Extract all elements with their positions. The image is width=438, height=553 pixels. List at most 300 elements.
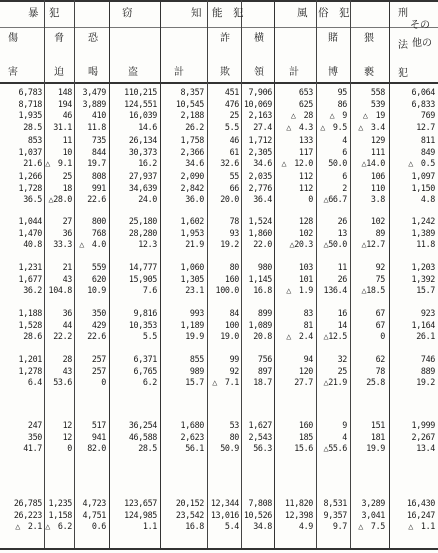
table-cell: 889 xyxy=(420,365,435,376)
table-cell: 1,188 xyxy=(18,308,42,318)
table-cell: 53 xyxy=(229,420,239,430)
table-cell: 13.4 xyxy=(416,443,435,453)
table-cell: 6,783 xyxy=(18,87,42,97)
table-cell: 980 xyxy=(257,262,272,272)
table-cell: 12 xyxy=(62,431,72,442)
table-cell: 124,985 xyxy=(124,509,157,520)
table-cell: 1,712 xyxy=(248,135,272,145)
subheader-intimidation: 脅 迫 xyxy=(54,33,64,78)
table-cell: 1,089 xyxy=(248,319,272,330)
table-cell: 104.8 xyxy=(48,285,72,295)
table-cell: 21.6 xyxy=(23,158,42,168)
table-cell: 1.1 xyxy=(142,521,157,531)
table-cell: 6.4 xyxy=(27,377,42,387)
table-cell: 10,069 xyxy=(243,98,272,109)
table-cell: 19.0 xyxy=(220,331,239,341)
table-cell: 26.1 xyxy=(416,331,435,341)
table-cell: △ 6.2 xyxy=(45,521,72,531)
table-cell: 112 xyxy=(298,171,313,181)
table-cell: 558 xyxy=(370,87,385,97)
table-cell: 67 xyxy=(375,319,385,330)
table-cell: 1,728 xyxy=(18,182,42,193)
table-cell: 2,163 xyxy=(248,110,272,120)
table-cell: 78 xyxy=(229,216,239,226)
table-cell: 11 xyxy=(337,262,347,272)
table-cell: △28.0 xyxy=(48,194,72,204)
table-cell: 28.6 xyxy=(23,331,42,341)
table-cell: 16.8 xyxy=(253,285,272,295)
table-cell: 1,158 xyxy=(48,509,72,520)
table-cell: 106 xyxy=(370,171,385,181)
table-cell: 4.9 xyxy=(298,521,313,531)
table-cell: 1,470 xyxy=(18,227,42,238)
table-cell: △50.0 xyxy=(323,239,347,249)
table-cell: 50.9 xyxy=(220,443,239,453)
table-cell: 3,479 xyxy=(82,87,106,97)
table-cell: 43 xyxy=(62,273,72,284)
table-cell: 2,267 xyxy=(411,431,435,442)
table-cell: 991 xyxy=(91,182,106,193)
table-cell: △ 2.4 xyxy=(286,331,313,341)
table-cell: 6,064 xyxy=(411,87,435,97)
table-cell: 11.8 xyxy=(87,121,106,132)
table-cell: 5.5 xyxy=(224,121,239,132)
table-cell: 36.0 xyxy=(185,194,204,204)
table-cell: 81 xyxy=(303,319,313,330)
table-cell: 756 xyxy=(257,354,272,364)
table-cell: 16,247 xyxy=(406,509,435,520)
table-cell: 128 xyxy=(298,216,313,226)
table-cell: 66 xyxy=(229,182,239,193)
subheader-embezzlement: 横 領 xyxy=(254,33,264,78)
table-cell: 93 xyxy=(229,227,239,238)
table-cell: 0 xyxy=(308,194,313,204)
table-cell: 21 xyxy=(62,262,72,272)
table-cell: 95 xyxy=(337,87,347,97)
table-cell: 92 xyxy=(229,365,239,376)
table-cell: 15.7 xyxy=(416,285,435,295)
table-cell: 4 xyxy=(342,431,347,442)
table-cell: 82.0 xyxy=(87,443,106,453)
top-rule xyxy=(0,0,438,2)
table-cell: 181 xyxy=(370,431,385,442)
table-cell: 12.3 xyxy=(138,239,157,249)
table-cell: 102 xyxy=(370,216,385,226)
table-cell: 25.8 xyxy=(366,377,385,387)
table-cell: 19.2 xyxy=(220,239,239,249)
table-cell: 1,305 xyxy=(180,273,204,284)
table-cell: 808 xyxy=(91,171,106,181)
table-cell: 1,602 xyxy=(180,216,204,226)
table-cell: 897 xyxy=(257,365,272,376)
table-cell: 124,551 xyxy=(124,98,157,109)
table-cell: △ 7.1 xyxy=(212,377,239,387)
table-cell: 3,289 xyxy=(361,498,385,508)
table-cell: △55.6 xyxy=(323,443,347,453)
table-cell: 10.9 xyxy=(87,285,106,295)
table-cell: 103 xyxy=(298,262,313,272)
table-cell: 5.5 xyxy=(142,331,157,341)
table-cell: 476 xyxy=(224,98,239,109)
table-cell: 75 xyxy=(375,273,385,284)
table-cell: 22.6 xyxy=(87,331,106,341)
table-cell: 1,677 xyxy=(18,273,42,284)
table-cell: 2,366 xyxy=(180,146,204,157)
table-cell: △12.5 xyxy=(323,331,347,341)
table-cell: 22.6 xyxy=(87,194,106,204)
header-theft: 窃 xyxy=(122,7,133,19)
table-cell: 11,820 xyxy=(284,498,313,508)
table-cell: △ 9.1 xyxy=(45,158,72,168)
table-cell: 15.6 xyxy=(294,443,313,453)
table-cell: 620 xyxy=(91,273,106,284)
table-cell: 16 xyxy=(337,308,347,318)
table-cell: 22.0 xyxy=(253,239,272,249)
table-cell: 1,278 xyxy=(18,365,42,376)
table-cell: 36.2 xyxy=(23,285,42,295)
table-cell: 110,215 xyxy=(124,87,157,97)
subheader-injury: 傷 害 xyxy=(8,33,18,78)
table-cell: 13,016 xyxy=(210,509,239,520)
table-cell: 0 xyxy=(101,377,106,387)
table-cell: 10,526 xyxy=(243,509,272,520)
table-cell: △ 1.9 xyxy=(286,285,313,295)
table-cell: 769 xyxy=(420,110,435,120)
table-cell: 12.7 xyxy=(416,121,435,132)
header-intellect: 知 能 犯 xyxy=(191,7,244,19)
table-cell: 350 xyxy=(91,308,106,318)
table-cell: 20.8 xyxy=(253,331,272,341)
table-cell: 83 xyxy=(303,308,313,318)
table-cell: 129 xyxy=(370,135,385,145)
table-cell: 28.5 xyxy=(138,443,157,453)
table-cell: 28 xyxy=(62,354,72,364)
table-cell: 50.0 xyxy=(328,158,347,168)
bottom-rule xyxy=(0,548,438,550)
table-cell: 10 xyxy=(62,146,72,157)
subheader-gambling: 賭 博 xyxy=(328,33,338,78)
table-cell: 559 xyxy=(91,262,106,272)
table-cell: 36,254 xyxy=(128,420,157,430)
table-cell: 21.9 xyxy=(185,239,204,249)
table-cell: △ 2.1 xyxy=(15,521,42,531)
subheader-obscenity: 猥 褻 xyxy=(364,33,374,78)
table-cell: 3,889 xyxy=(82,98,106,109)
table-cell: 257 xyxy=(91,354,106,364)
table-cell: 350 xyxy=(27,431,42,442)
table-cell: 7,808 xyxy=(248,498,272,508)
table-cell: 6,765 xyxy=(133,365,157,376)
table-cell: △ 12.0 xyxy=(281,158,313,168)
table-cell: 1,860 xyxy=(248,227,272,238)
table-cell: 653 xyxy=(298,87,313,97)
table-cell: 2,776 xyxy=(248,182,272,193)
header-violence: 暴 犯 xyxy=(28,7,60,19)
table-cell: 19.2 xyxy=(416,377,435,387)
table-cell: 26,223 xyxy=(13,509,42,520)
table-cell: 735 xyxy=(91,135,106,145)
table-cell: 123,657 xyxy=(124,498,157,508)
table-cell: 1,389 xyxy=(411,227,435,238)
table-cell: △ 9.5 xyxy=(320,121,347,132)
table-cell: 451 xyxy=(224,87,239,97)
header-morals: 風 俗 犯 xyxy=(297,7,350,19)
table-cell: 14,777 xyxy=(128,262,157,272)
table-cell: 899 xyxy=(257,308,272,318)
table-cell: 36.5 xyxy=(23,194,42,204)
table-cell: △ 7.5 xyxy=(358,521,385,531)
table-cell: 16,039 xyxy=(128,110,157,120)
table-cell: 31.1 xyxy=(53,121,72,132)
table-cell: △18.5 xyxy=(361,285,385,295)
table-cell: 539 xyxy=(370,98,385,109)
table-cell: 99 xyxy=(229,354,239,364)
table-cell: 89 xyxy=(375,227,385,238)
table-cell: 11 xyxy=(62,135,72,145)
table-cell: 67 xyxy=(375,308,385,318)
table-cell: 12,344 xyxy=(210,498,239,508)
table-cell: 7,906 xyxy=(248,87,272,97)
table-cell: 1,060 xyxy=(180,262,204,272)
table-cell: 44 xyxy=(62,319,72,330)
table-cell: 4.8 xyxy=(420,194,435,204)
table-cell: 18.7 xyxy=(253,377,272,387)
table-cell: 27,937 xyxy=(128,171,157,181)
table-cell: △ 4.3 xyxy=(286,121,313,132)
table-cell: 53.6 xyxy=(53,377,72,387)
table-cell: 6 xyxy=(342,146,347,157)
table-cell: 55 xyxy=(229,171,239,181)
table-cell: 36 xyxy=(62,227,72,238)
table-cell: 1,953 xyxy=(180,227,204,238)
table-cell: 26.2 xyxy=(185,121,204,132)
table-cell: 1,150 xyxy=(411,182,435,193)
table-cell: 844 xyxy=(91,146,106,157)
table-cell: 1,203 xyxy=(411,262,435,272)
table-cell: 12 xyxy=(62,420,72,430)
table-cell: △ 1.1 xyxy=(408,521,435,531)
table-cell: 517 xyxy=(91,420,106,430)
table-cell: 56.1 xyxy=(185,443,204,453)
table-cell: 2,090 xyxy=(180,171,204,181)
table-cell: 40.8 xyxy=(23,239,42,249)
table-cell: 1,189 xyxy=(180,319,204,330)
table-cell: 23,542 xyxy=(175,509,204,520)
table-cell: 9.7 xyxy=(332,521,347,531)
table-cell: 111 xyxy=(370,146,385,157)
table-cell: 1,627 xyxy=(248,420,272,430)
header-sub-rule xyxy=(0,27,438,28)
table-cell: 923 xyxy=(420,308,435,318)
table-cell: 853 xyxy=(27,135,42,145)
table-cell: 112 xyxy=(298,182,313,193)
table-cell: 100.0 xyxy=(215,285,239,295)
table-cell: 78 xyxy=(375,365,385,376)
table-cell: △21.9 xyxy=(323,377,347,387)
table-cell: 160 xyxy=(224,273,239,284)
table-cell: 25 xyxy=(337,365,347,376)
table-cell: △ 28 xyxy=(290,110,313,120)
table-cell: 0.6 xyxy=(91,521,106,531)
table-cell: 94 xyxy=(303,354,313,364)
table-cell: 10,353 xyxy=(128,319,157,330)
table-cell: 2,842 xyxy=(180,182,204,193)
table-cell: 1,201 xyxy=(18,354,42,364)
table-cell: 1,680 xyxy=(180,420,204,430)
table-cell: 746 xyxy=(420,354,435,364)
table-cell: 36 xyxy=(62,308,72,318)
statistics-table-scan: 暴 犯 窃 知 能 犯 風 俗 犯 刑 その 他の 法 犯 傷 害 脅 迫 恐 喝 盗 計 詐 欺 横 領 計 賭 博 猥 褻 6,783 148 3,479 110,215 8,357 451 7,906 653 95 558 6,064 8,718 194 3,889 124,551 10,545 476 10,069 625 86 539 6,833 1,935 46 410 16,039 2,188 25 2,163 △ 28 △ 9 △ 19 769 28.5 31.1 11.8 14.6 26.2 5.5 27.4 △ 4.3 △ 9.5 △ 3.4 12.7 853 11 735 26,134 1,758 46 1,712 133 4 129 811 1,037 10 844 30,373 2,366 61 2,305 117 6 111 849 21.6 △ 9.1 19.7 16.2 34.6 32.6 34.6 △ 12.0 50.0 △14.0 △ 0.5 1,266 25 808 27,937 2,090 55 2,035 112 6 106 1,097 1,728 18 991 34,639 2,842 66 2,776 112 2 110 1,150 36.5 △28.0 22.6 24.0 36.0 20.0 36.4 0 △66.7 3.8 4.8 1,044 27 800 25,180 1,602 78 1,524 128 26 102 1,242 1,470 36 768 28,280 1,953 93 1,860 102 13 89 1,389 40.8 33.3 △ 4.0 12.3 21.9 19.2 22.0 △20.3 △50.0 △12.7 11.8 1,231 21 559 14,777 1,060 80 980 103 11 92 1,203 1,677 43 620 15,905 1,305 160 1,145 101 26 75 1,392 36.2 104.8 10.9 7.6 23.1 100.0 16.8 △ 1.9 136.4 △18.5 15.7 1,188 36 350 9,816 993 84 899 83 16 67 923 1,528 44 429 10,353 1,189 100 1,089 81 14 67 1,164 28.6 22.2 22.6 5.5 19.9 19.0 20.8 △ 2.4 △12.5 0 26.1 1,201 28 257 6,371 855 99 756 94 32 62 746 1,278 43 257 6,765 989 92 897 120 25 78 889 6.4 53.6 0 6.2 15.7 △ 7.1 18.7 27.7 △21.9 25.8 19.2 247 12 517 36,254 1,680 53 1,627 160 9 151 1,999 350 12 941 46,588 2,623 80 2,543 185 4 181 2,267 41.7 0 82.0 28.5 56.1 50.9 56.3 15.6 △55.6 19.9 13.4 26,785 1,235 4,723 123,657 20,152 12,344 7,808 11,820 8,531 3,289 16,430 26,223 1,158 4,751 124,985 23,542 13,016 10,526 12,398 9,357 3,041 16,247 △ 2.1 △ 6.2 0.6 1.1 16.8 5.4 34.8 4.9 9.7 △ 7.5 △ 1.1 xyxy=(0,0,438,553)
table-cell: 768 xyxy=(91,227,106,238)
table-cell: 3,041 xyxy=(361,509,385,520)
table-cell: 3.8 xyxy=(370,194,385,204)
table-cell: △ 4.0 xyxy=(79,239,106,249)
table-cell: 2,305 xyxy=(248,146,272,157)
table-cell: 19.9 xyxy=(185,331,204,341)
table-cell: 46,588 xyxy=(128,431,157,442)
table-cell: 185 xyxy=(298,431,313,442)
table-cell: 92 xyxy=(375,262,385,272)
table-cell: 80 xyxy=(229,431,239,442)
table-cell: 33.3 xyxy=(53,239,72,249)
table-cell: 148 xyxy=(57,87,72,97)
table-cell: 28.5 xyxy=(23,121,42,132)
table-cell: 6,833 xyxy=(411,98,435,109)
table-cell: 34.6 xyxy=(253,158,272,168)
table-cell: 62 xyxy=(375,354,385,364)
table-cell: 26 xyxy=(337,273,347,284)
table-cell: 46 xyxy=(229,135,239,145)
table-cell: 8,531 xyxy=(323,498,347,508)
table-cell: 15.7 xyxy=(185,377,204,387)
table-cell: △ 3.4 xyxy=(358,121,385,132)
table-cell: 6.2 xyxy=(142,377,157,387)
table-cell: 26 xyxy=(337,216,347,226)
table-cell: 14.6 xyxy=(138,121,157,132)
table-cell: 1,145 xyxy=(248,273,272,284)
subheader-intellect-total: 計 xyxy=(174,67,184,78)
table-cell: 6 xyxy=(342,171,347,181)
table-cell: 1,242 xyxy=(411,216,435,226)
table-cell: 1,524 xyxy=(248,216,272,226)
table-cell: 25 xyxy=(62,171,72,181)
table-cell: 46 xyxy=(62,110,72,120)
table-cell: 30,373 xyxy=(128,146,157,157)
table-cell: 2,543 xyxy=(248,431,272,442)
subheader-fraud: 詐 欺 xyxy=(220,33,230,78)
table-cell: 43 xyxy=(62,365,72,376)
table-cell: △66.7 xyxy=(323,194,347,204)
table-cell: 36.4 xyxy=(253,194,272,204)
table-cell: 56.3 xyxy=(253,443,272,453)
table-cell: 1,266 xyxy=(18,171,42,181)
table-cell: 194 xyxy=(57,98,72,109)
table-cell: 811 xyxy=(420,135,435,145)
table-cell: 1,235 xyxy=(48,498,72,508)
table-cell: 800 xyxy=(91,216,106,226)
table-cell: 2,035 xyxy=(248,171,272,181)
table-cell: 0 xyxy=(380,331,385,341)
table-cell: 410 xyxy=(91,110,106,120)
table-cell: 19.9 xyxy=(366,443,385,453)
table-cell: △12.7 xyxy=(361,239,385,249)
table-cell: 429 xyxy=(91,319,106,330)
table-cell: 2,623 xyxy=(180,431,204,442)
table-cell: 15,905 xyxy=(128,273,157,284)
table-cell: △ 19 xyxy=(362,110,385,120)
table-cell: 1,044 xyxy=(18,216,42,226)
table-cell: 86 xyxy=(337,98,347,109)
table-cell: 151 xyxy=(370,420,385,430)
table-cell: 1,999 xyxy=(411,420,435,430)
table-cell: 1,528 xyxy=(18,319,42,330)
table-cell: △14.0 xyxy=(361,158,385,168)
table-cell: 100 xyxy=(224,319,239,330)
table-cell: 625 xyxy=(298,98,313,109)
subheader-extortion: 恐 喝 xyxy=(88,33,98,78)
table-cell: 61 xyxy=(229,146,239,157)
table-cell: 24.0 xyxy=(138,194,157,204)
table-cell: 32 xyxy=(337,354,347,364)
table-cell: △ 0.5 xyxy=(408,158,435,168)
table-cell: 117 xyxy=(298,146,313,157)
table-cell: 247 xyxy=(27,420,42,430)
table-cell: 9,357 xyxy=(323,509,347,520)
table-cell: 14 xyxy=(337,319,347,330)
table-cell: 993 xyxy=(189,308,204,318)
table-cell: 101 xyxy=(298,273,313,284)
table-cell: 27.4 xyxy=(253,121,272,132)
table-cell: 11.8 xyxy=(416,239,435,249)
table-cell: 1,935 xyxy=(18,110,42,120)
table-cell: 1,231 xyxy=(18,262,42,272)
table-cell: 120 xyxy=(298,365,313,376)
table-cell: 8,718 xyxy=(18,98,42,109)
table-cell: 22.2 xyxy=(53,331,72,341)
table-cell: 19.7 xyxy=(87,158,106,168)
table-cell: 2,188 xyxy=(180,110,204,120)
table-cell: 110 xyxy=(370,182,385,193)
table-cell: 27.7 xyxy=(294,377,313,387)
table-cell: 84 xyxy=(229,308,239,318)
table-cell: 28,280 xyxy=(128,227,157,238)
subheader-morals-total: 計 xyxy=(289,67,299,78)
table-cell: 34.8 xyxy=(253,521,272,531)
table-cell: 9,816 xyxy=(133,308,157,318)
table-cell: 2 xyxy=(342,182,347,193)
table-cell: 20,152 xyxy=(175,498,204,508)
header-bottom-rule xyxy=(0,82,438,84)
table-cell: 80 xyxy=(229,262,239,272)
table-cell: △20.3 xyxy=(289,239,313,249)
table-cell: 7.6 xyxy=(142,285,157,295)
table-cell: 160 xyxy=(298,420,313,430)
table-cell: 849 xyxy=(420,146,435,157)
table-cell: 6,371 xyxy=(133,354,157,364)
table-cell: 27 xyxy=(62,216,72,226)
table-cell: 26,134 xyxy=(128,135,157,145)
table-cell: 25,180 xyxy=(128,216,157,226)
table-cell: 8,357 xyxy=(180,87,204,97)
table-cell: 23.1 xyxy=(185,285,204,295)
table-cell: △ 9 xyxy=(329,110,347,120)
subheader-larceny: 盗 xyxy=(128,67,138,78)
table-cell: 13 xyxy=(337,227,347,238)
table-cell: 1,758 xyxy=(180,135,204,145)
table-cell: 855 xyxy=(189,354,204,364)
table-cell: 1,097 xyxy=(411,171,435,181)
table-cell: 16.8 xyxy=(185,521,204,531)
